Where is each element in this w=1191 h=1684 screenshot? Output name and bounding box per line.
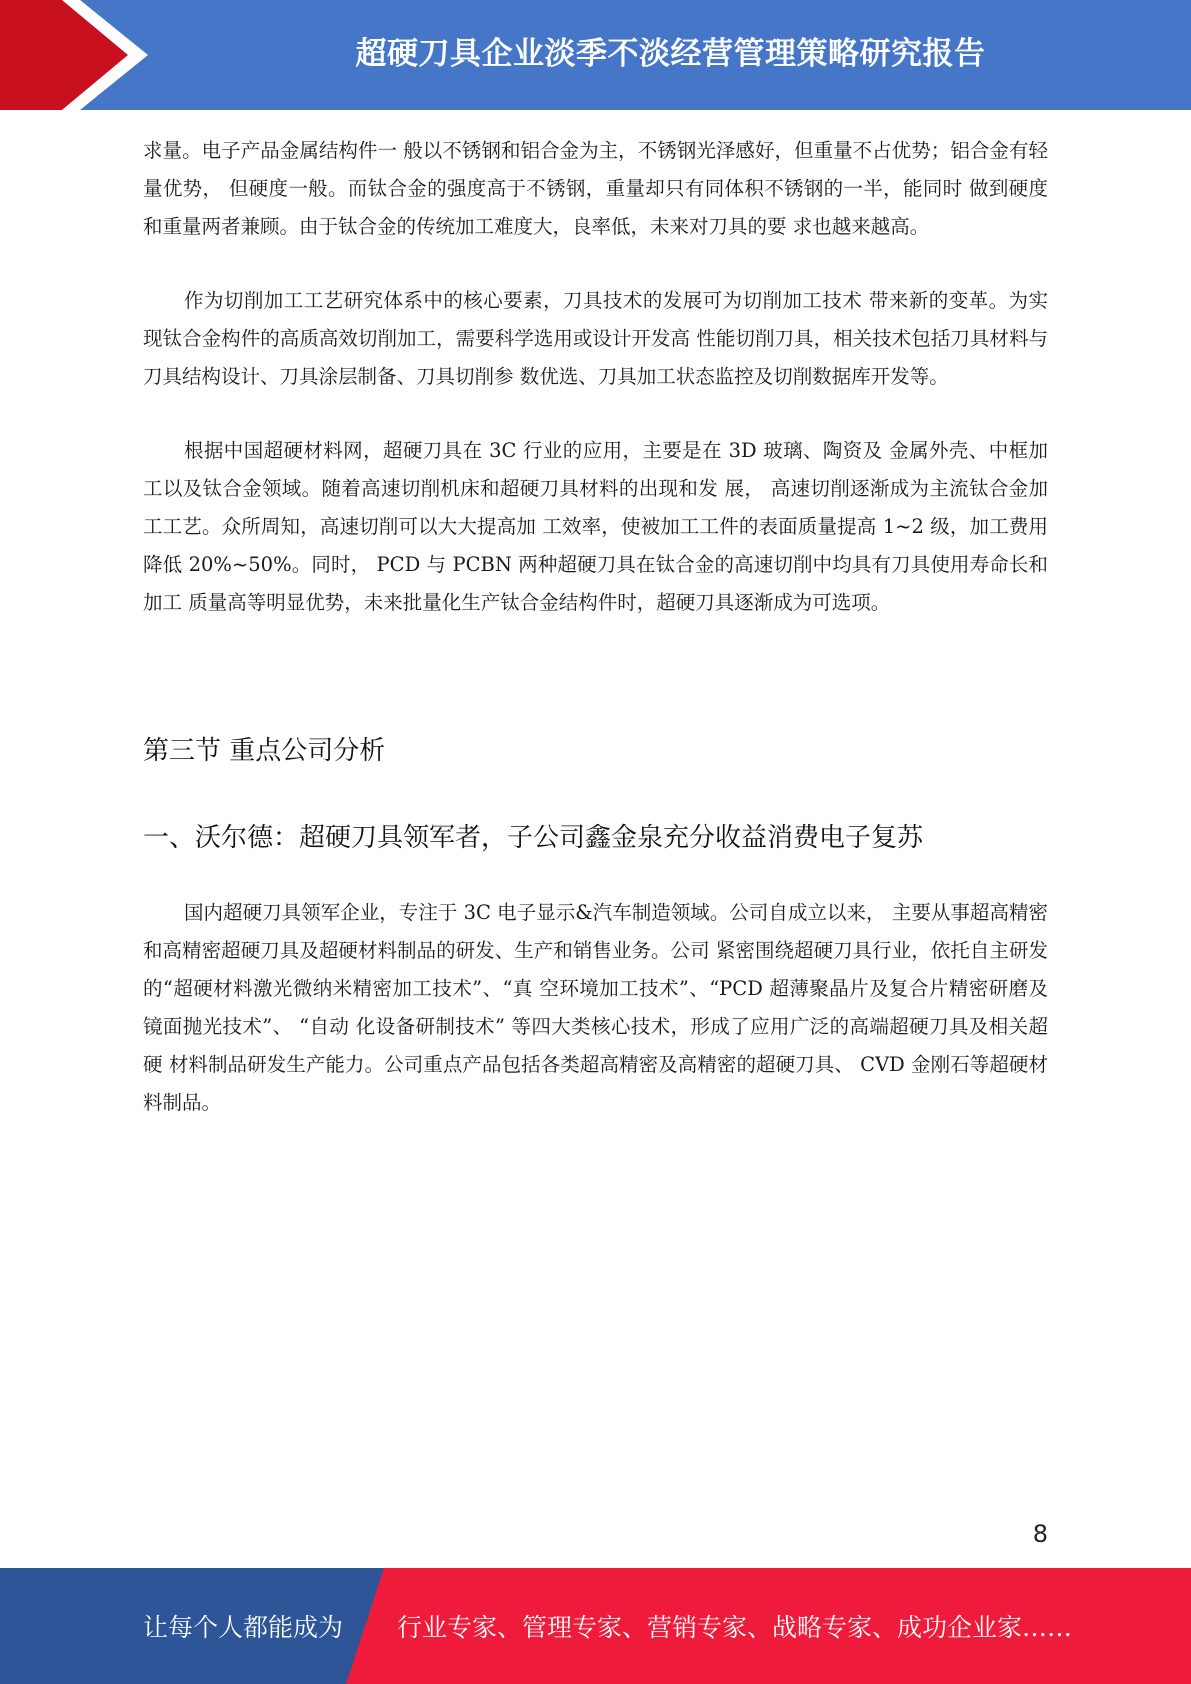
paragraph-continuation: 求量。电子产品金属结构件一 般以不锈钢和铝合金为主，不锈钢光泽感好，但重量不占优势；铝合金有轻量优势， 但硬度一般。而钛合金的强度高于不锈钢，重量却只有同体积不锈钢的一半，能同时 做到硬度和重量两者兼顾。由于钛合金的传统加工难度大，良率低，未来对刀具的要 求也越来越高。: [143, 139, 1048, 238]
footer-slogan-right: 行业专家、管理专家、营销专家、战略专家、成功企业家……: [397, 1613, 1073, 1642]
header-red-chevron: [0, 0, 128, 110]
page-header: [0, 0, 1191, 110]
page-footer: [0, 1568, 1191, 1684]
paragraph-superhard-3c: 根据中国超硬材料网，超硬刀具在 3C 行业的应用，主要是在 3D 玻璃、陶资及 金属外壳、中框加工以及钛合金领域。随着高速切削机床和超硬刀具材料的出现和发 展， 高速切削逐渐成为主流钛合金加工工艺。众所周知，高速切削可以大大提高加 工效率，使被加工工件的表面质量提高 1~2 级，加工费用降低 20%~50%。同时， PCD 与 PCBN 两种超硬刀具在钛合金的高速切削中均具有刀具使用寿命长和加工 质量高等明显优势，未来批量化生产钛合金结构件时，超硬刀具逐渐成为可选项。: [143, 439, 1048, 614]
document-body: [143, 132, 1048, 1122]
page-number: 8: [1032, 1520, 1048, 1548]
subsection-title: 一、沃尔德：超硬刀具领军者，子公司鑫金泉充分收益消费电子复苏: [143, 823, 924, 853]
paragraph-cutting-tools: 作为切削加工工艺研究体系中的核心要素，刀具技术的发展可为切削加工技术 带来新的变革。为实现钛合金构件的高质高效切削加工，需要科学选用或设计开发高 性能切削刀具，相关技术包括刀具材料与刀具结构设计、刀具涂层制备、刀具切削参 数优选、刀具加工状态监控及切削数据库开发等。: [143, 289, 1048, 388]
section-title: 第三节 重点公司分析: [143, 736, 386, 766]
paragraph-company-overview: 国内超硬刀具领军企业，专注于 3C 电子显示&汽车制造领域。公司自成立以来， 主要从事超高精密和高精密超硬刀具及超硬材料制品的研发、生产和销售业务。公司 紧密围绕超硬刀具行业，依托自主研发的“超硬材料激光微纳米精密加工技术”、“真 空环境加工技术”、“PCD 超薄聚晶片及复合片精密研磨及镜面抛光技术”、 “自动 化设备研制技术” 等四大类核心技术，形成了应用广泛的高端超硬刀具及相关超硬 材料制品研发生产能力。公司重点产品包括各类超高精密及高精密的超硬刀具、 CVD 金刚石等超硬材料制品。: [143, 901, 1048, 1114]
document-title: 超硬刀具企业淡季不淡经营管理策略研究报告: [355, 36, 986, 72]
footer-slogan-left: 让每个人都能成为: [143, 1613, 344, 1642]
